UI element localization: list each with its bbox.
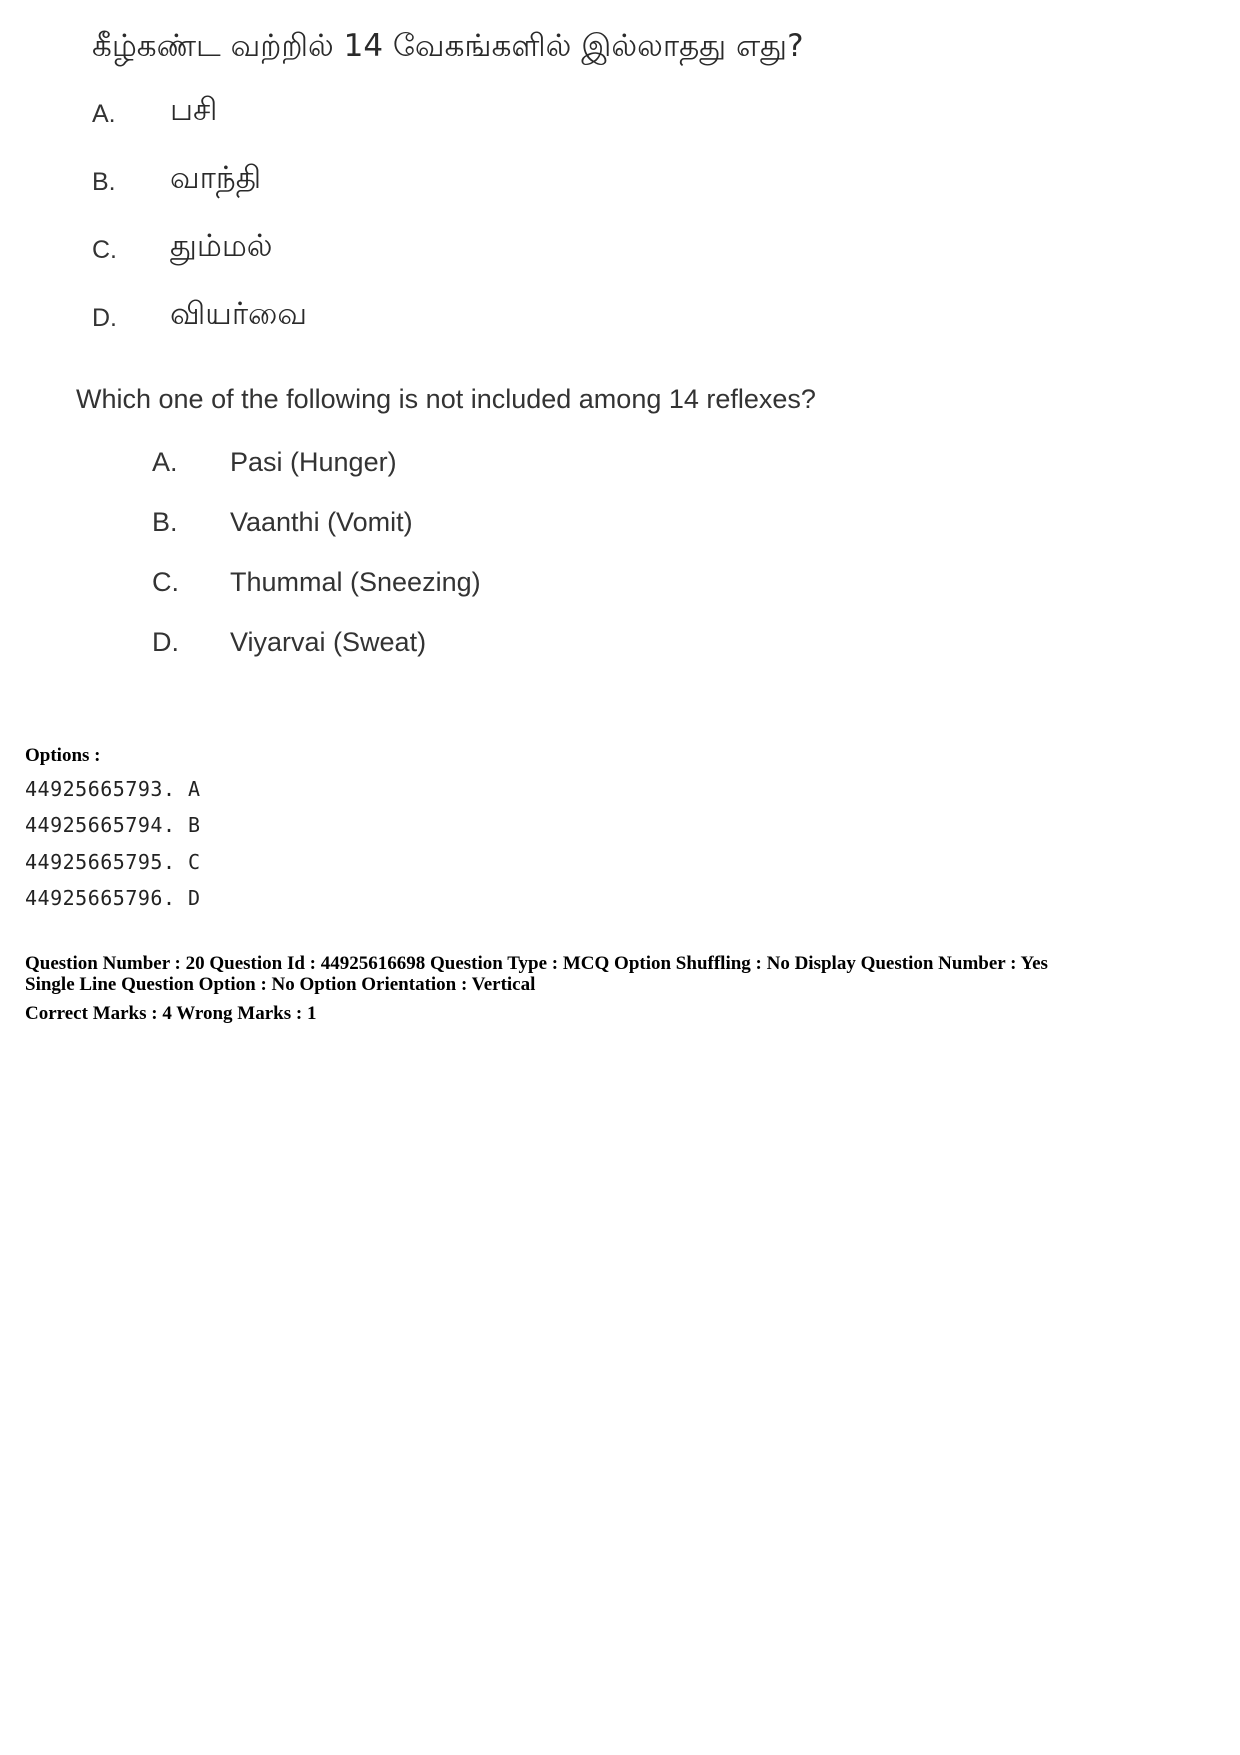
option-id-item: 44925665794. B [25, 813, 201, 837]
option-letter: C. [92, 236, 117, 264]
option-text: தும்மல் [170, 228, 273, 264]
option-text: Thummal (Sneezing) [230, 567, 481, 597]
question-text-tamil: கீழ்கண்ட வற்றில் 14 வேகங்களில் இல்லாதது எது? [92, 28, 804, 64]
option-letter: B. [92, 168, 116, 196]
option-id-item: 44925665796. D [25, 886, 201, 910]
option-letter: B. [152, 507, 178, 537]
question-text-english: Which one of the following is not included among 14 reflexes? [76, 384, 816, 414]
option-id-item: 44925665793. A [25, 777, 201, 801]
option-text: Viyarvai (Sweat) [230, 627, 427, 657]
option-letter: A. [92, 100, 116, 128]
option-text: வியர்வை [170, 296, 308, 332]
option-letter: C. [152, 567, 179, 597]
question-meta-line: Single Line Question Option : No Option Orientation : Vertical [25, 974, 536, 995]
option-letter: A. [152, 447, 178, 477]
marks-line: Correct Marks : 4 Wrong Marks : 1 [25, 1003, 317, 1024]
option-text: பசி [170, 92, 218, 128]
option-text: வாந்தி [170, 160, 262, 196]
option-letter: D. [92, 304, 117, 332]
option-text: Vaanthi (Vomit) [230, 507, 413, 537]
options-heading: Options : [25, 745, 101, 766]
question-meta-line: Question Number : 20 Question Id : 44925616698 Question Type : MCQ Option Shuffling : No Display Question Number : Yes [25, 953, 1048, 974]
option-text: Pasi (Hunger) [230, 447, 397, 477]
option-letter: D. [152, 627, 179, 657]
option-id-item: 44925665795. C [25, 850, 201, 874]
